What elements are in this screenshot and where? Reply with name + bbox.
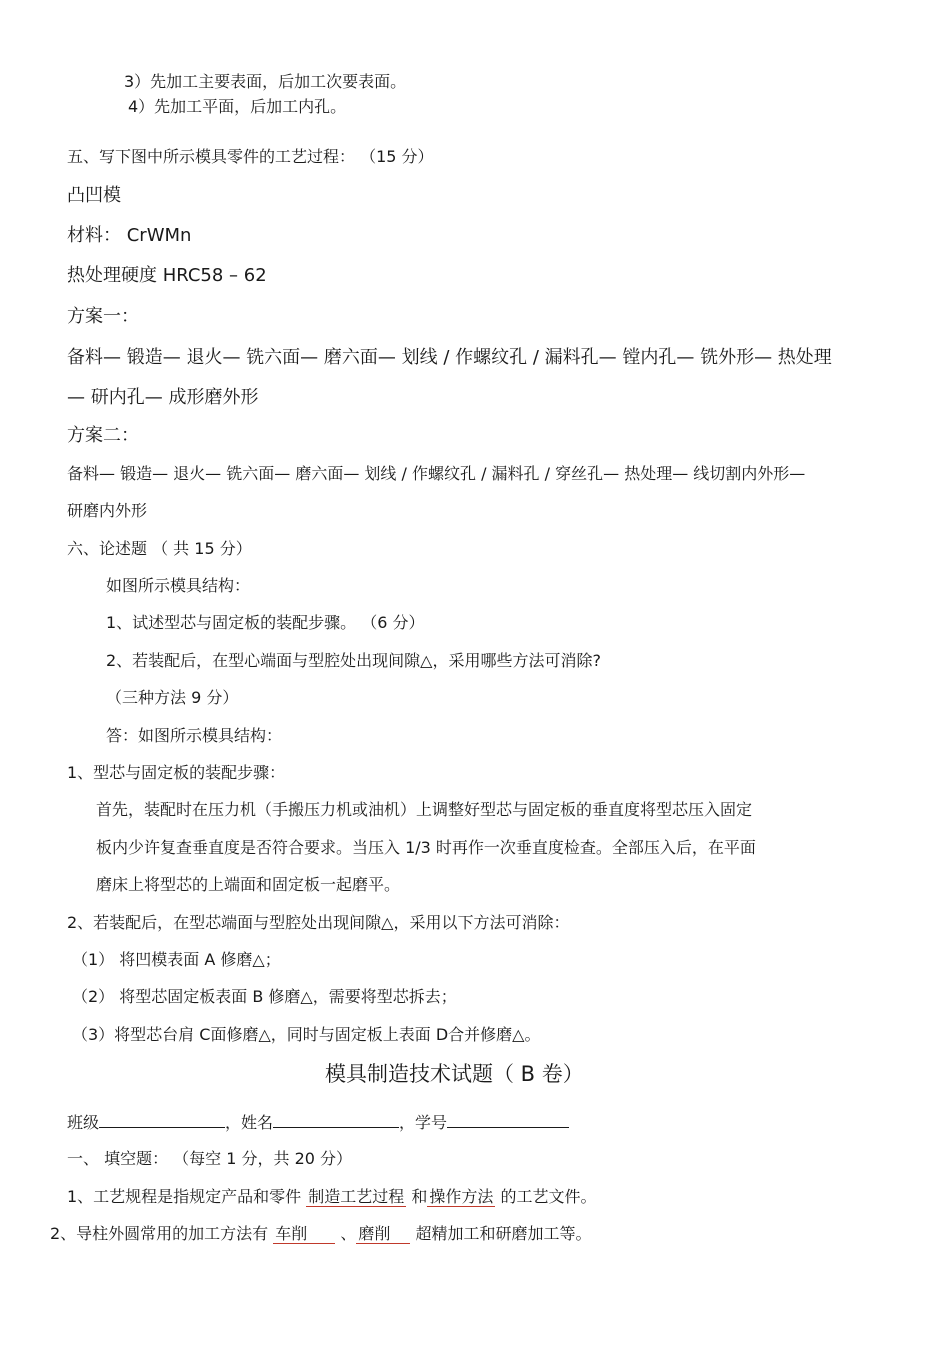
answer-2-item-2: （2） 将型芯固定板表面 B 修磨△，需要将型芯拆去； (72, 987, 457, 1006)
section-6-title: 六、论述题 （ 共 15 分） (67, 539, 252, 558)
material-line: 材料： CrWMn (67, 225, 192, 246)
q2-suffix: 超精加工和研磨加工等。 (410, 1224, 592, 1243)
name-blank[interactable] (273, 1111, 399, 1128)
q1-answer-1: 制造工艺过程 (308, 1187, 405, 1206)
line-principle-3: 3）先加工主要表面，后加工次要表面。 (124, 72, 407, 91)
student-id-label: ，学号 (399, 1113, 448, 1132)
fill-question-2 (50, 1223, 592, 1245)
section-5-title: 五、写下图中所示模具零件的工艺过程： （15 分） (67, 147, 434, 166)
part-name: 凸凹模 (67, 185, 121, 206)
class-label: 班级 (67, 1113, 100, 1132)
q2-mid: 、 (335, 1224, 357, 1243)
q1-suffix: 的工艺文件。 (495, 1187, 597, 1206)
answer-1-para-a: 首先，装配时在压力机（手搬压力机或油机）上调整好型芯与固定板的垂直度将型芯压入固定 (96, 800, 753, 819)
section-6-question-1: 1、试述型芯与固定板的装配步骤。 （6 分） (106, 613, 425, 632)
section-6-question-2-score: （三种方法 9 分） (106, 688, 239, 707)
name-label: ，姓名 (225, 1113, 274, 1132)
answer-intro: 答：如图所示模具结构： (106, 726, 283, 745)
plan-2-title: 方案二： (67, 425, 139, 446)
line-principle-4: 4）先加工平面，后加工内孔。 (128, 97, 347, 116)
q2-answer-1: 车削 (273, 1224, 335, 1244)
plan-1-title: 方案一： (67, 306, 139, 327)
answer-2-item-3: （3）将型芯台肩 C面修磨△，同时与固定板上表面 D合并修磨△。 (72, 1025, 541, 1044)
fill-in-title: 一、 填空题： （每空 1 分，共 20 分） (67, 1149, 353, 1168)
student-id-blank[interactable] (447, 1111, 569, 1128)
student-info-row (67, 1111, 569, 1134)
answer-1-para-b: 板内少许复查垂直度是否符合要求。当压入 1/3 时再作一次垂直度检查。全部压入后，在平面 (96, 838, 756, 857)
class-blank[interactable] (99, 1111, 225, 1128)
section-6-intro: 如图所示模具结构： (106, 576, 251, 595)
q1-answer-2: 操作方法 (429, 1187, 494, 1206)
q1-prefix: 1、工艺规程是指规定产品和零件 (67, 1187, 307, 1206)
fill-question-1 (67, 1186, 597, 1208)
plan-1-steps: 备料— 锻造— 退火— 铣六面— 磨六面— 划线 / 作螺纹孔 / 漏料孔— 镗内孔— 铣外形— 热处理 (67, 347, 832, 368)
plan-2-steps: 备料— 锻造— 退火— 铣六面— 磨六面— 划线 / 作螺纹孔 / 漏料孔 / 穿丝孔— 热处理— 线切割内外形— (67, 464, 806, 483)
plan-1-steps-cont: — 研内孔— 成形磨外形 (67, 387, 259, 408)
exam-title: 模具制造技术试题（ B 卷） (325, 1062, 584, 1086)
answer-1-title: 1、型芯与固定板的装配步骤： (67, 763, 286, 782)
hardness-line: 热处理硬度 HRC58 – 62 (67, 265, 267, 286)
section-6-question-2: 2、若装配后，在型心端面与型腔处出现间隙△，采用哪些方法可消除? (106, 651, 601, 670)
q2-prefix: 2、导柱外圆常用的加工方法有 (50, 1224, 274, 1243)
answer-2-title: 2、若装配后，在型芯端面与型腔处出现间隙△，采用以下方法可消除： (67, 913, 570, 932)
answer-1-para-c: 磨床上将型芯的上端面和固定板一起磨平。 (96, 875, 401, 894)
plan-2-steps-cont: 研磨内外形 (67, 501, 148, 520)
q1-mid: 和 (406, 1187, 428, 1206)
q2-answer-2: 磨削 (356, 1224, 410, 1244)
answer-2-item-1: （1） 将凹模表面 A 修磨△； (72, 950, 281, 969)
